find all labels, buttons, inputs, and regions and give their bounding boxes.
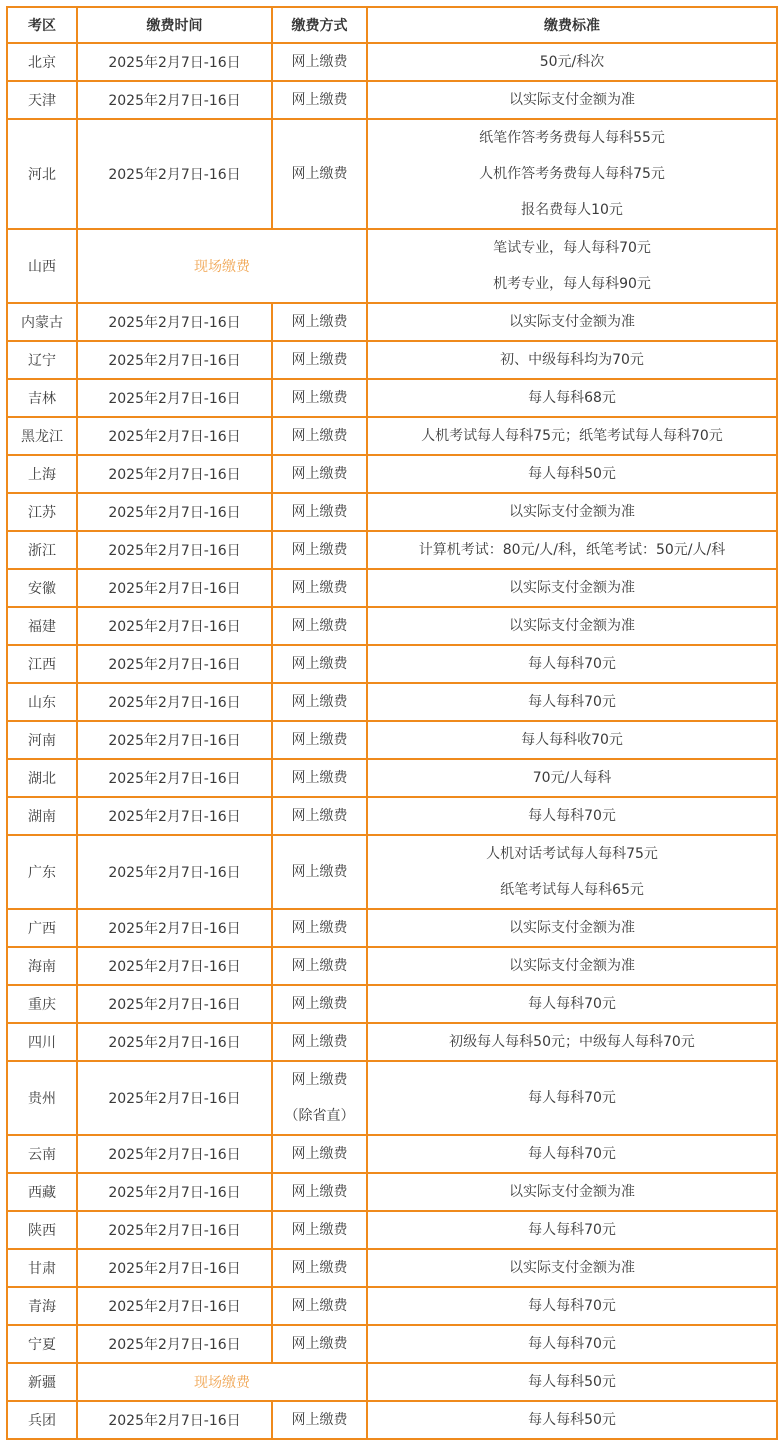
payment-method-line: 网上缴费 bbox=[291, 864, 348, 880]
payment-standard-line: 报名费每人10元 bbox=[521, 202, 623, 218]
payment-method-line: 网上缴费 bbox=[291, 770, 348, 786]
payment-standard-line: 每人每科50元 bbox=[528, 1412, 616, 1428]
payment-method-cell bbox=[272, 759, 367, 797]
payment-standard-cell bbox=[367, 455, 777, 493]
table-row bbox=[7, 1287, 777, 1325]
payment-method-cell bbox=[272, 947, 367, 985]
payment-time-cell: 2025年2月7日-16日 bbox=[77, 947, 272, 985]
table-row bbox=[7, 379, 777, 417]
table-row bbox=[7, 1023, 777, 1061]
payment-method-cell bbox=[272, 1287, 367, 1325]
payment-method-cell bbox=[272, 493, 367, 531]
payment-method-line: 网上缴费 bbox=[291, 732, 348, 748]
region-cell: 云南 bbox=[7, 1135, 77, 1173]
payment-time-cell: 2025年2月7日-16日 bbox=[77, 797, 272, 835]
payment-method-line: 网上缴费 bbox=[291, 352, 348, 368]
region-cell: 山东 bbox=[7, 683, 77, 721]
region-cell: 兵团 bbox=[7, 1401, 77, 1439]
table-row bbox=[7, 947, 777, 985]
payment-standard-cell bbox=[367, 43, 777, 81]
payment-time-cell: 2025年2月7日-16日 bbox=[77, 341, 272, 379]
payment-method-line: 网上缴费 bbox=[291, 1072, 348, 1088]
table-row bbox=[7, 81, 777, 119]
payment-standard-cell bbox=[367, 797, 777, 835]
payment-standard-line: 以实际支付金额为准 bbox=[509, 1260, 635, 1276]
table-row bbox=[7, 119, 777, 229]
payment-standard-cell bbox=[367, 683, 777, 721]
payment-standard-line: 每人每科70元 bbox=[528, 1146, 616, 1162]
payment-method-cell bbox=[272, 1211, 367, 1249]
payment-standard-cell bbox=[367, 759, 777, 797]
payment-standard-line: 以实际支付金额为准 bbox=[509, 958, 635, 974]
payment-standard-cell bbox=[367, 417, 777, 455]
region-cell: 陕西 bbox=[7, 1211, 77, 1249]
region-cell: 内蒙古 bbox=[7, 303, 77, 341]
payment-time-cell: 2025年2月7日-16日 bbox=[77, 379, 272, 417]
payment-method-cell bbox=[272, 797, 367, 835]
payment-standard-cell bbox=[367, 229, 777, 303]
payment-standard-line: 每人每科68元 bbox=[528, 390, 616, 406]
payment-standard-line: 50元/科次 bbox=[539, 54, 605, 70]
payment-method-cell bbox=[272, 379, 367, 417]
payment-time-cell: 2025年2月7日-16日 bbox=[77, 43, 272, 81]
region-cell: 浙江 bbox=[7, 531, 77, 569]
payment-standard-line: 以实际支付金额为准 bbox=[509, 314, 635, 330]
region-cell: 上海 bbox=[7, 455, 77, 493]
payment-method-line: 网上缴费 bbox=[291, 314, 348, 330]
payment-time-cell: 2025年2月7日-16日 bbox=[77, 417, 272, 455]
payment-time-cell: 2025年2月7日-16日 bbox=[77, 1401, 272, 1439]
table-row bbox=[7, 303, 777, 341]
payment-standard-line: 人机考试每人每科75元；纸笔考试每人每科70元 bbox=[421, 428, 723, 444]
payment-standard-line: 每人每科70元 bbox=[528, 694, 616, 710]
table-row bbox=[7, 1135, 777, 1173]
region-cell: 河北 bbox=[7, 119, 77, 229]
payment-method-line: 网上缴费 bbox=[291, 390, 348, 406]
payment-standard-cell bbox=[367, 1249, 777, 1287]
payment-method-line: （除省直） bbox=[284, 1108, 355, 1124]
table-row bbox=[7, 531, 777, 569]
region-cell: 四川 bbox=[7, 1023, 77, 1061]
payment-method-line: 网上缴费 bbox=[291, 656, 348, 672]
payment-method-line: 网上缴费 bbox=[291, 1298, 348, 1314]
table-row bbox=[7, 759, 777, 797]
region-cell: 辽宁 bbox=[7, 341, 77, 379]
payment-standard-cell bbox=[367, 835, 777, 909]
table-row bbox=[7, 1173, 777, 1211]
payment-method-line: 网上缴费 bbox=[291, 1336, 348, 1352]
payment-time-cell: 2025年2月7日-16日 bbox=[77, 1173, 272, 1211]
table-row bbox=[7, 1211, 777, 1249]
table-row bbox=[7, 1249, 777, 1287]
payment-method-line: 网上缴费 bbox=[291, 428, 348, 444]
region-cell: 海南 bbox=[7, 947, 77, 985]
payment-time-cell: 2025年2月7日-16日 bbox=[77, 1287, 272, 1325]
payment-method-line: 网上缴费 bbox=[291, 958, 348, 974]
payment-standard-line: 纸笔作答考务费每人每科55元 bbox=[479, 130, 665, 146]
payment-method-cell bbox=[272, 1135, 367, 1173]
payment-standard-cell bbox=[367, 303, 777, 341]
payment-method-cell bbox=[272, 1061, 367, 1135]
payment-method-line: 网上缴费 bbox=[291, 504, 348, 520]
payment-standard-cell bbox=[367, 1325, 777, 1363]
payment-method-line: 网上缴费 bbox=[291, 92, 348, 108]
header-payment-standard: 缴费标准 bbox=[367, 7, 777, 43]
region-cell: 青海 bbox=[7, 1287, 77, 1325]
table-row bbox=[7, 229, 777, 303]
payment-standard-cell bbox=[367, 1363, 777, 1401]
payment-standard-line: 人机对话考试每人每科75元 bbox=[486, 846, 658, 862]
payment-standard-cell bbox=[367, 1023, 777, 1061]
payment-standard-cell bbox=[367, 531, 777, 569]
payment-method-cell bbox=[272, 1249, 367, 1287]
region-cell: 广西 bbox=[7, 909, 77, 947]
payment-method-cell bbox=[272, 683, 367, 721]
payment-standard-cell bbox=[367, 645, 777, 683]
payment-time-cell: 2025年2月7日-16日 bbox=[77, 721, 272, 759]
payment-method-cell bbox=[272, 1401, 367, 1439]
region-cell: 重庆 bbox=[7, 985, 77, 1023]
payment-method-cell bbox=[272, 985, 367, 1023]
region-cell: 北京 bbox=[7, 43, 77, 81]
table-row bbox=[7, 1325, 777, 1363]
payment-standard-line: 以实际支付金额为准 bbox=[509, 92, 635, 108]
payment-standard-line: 以实际支付金额为准 bbox=[509, 580, 635, 596]
payment-method-cell bbox=[272, 341, 367, 379]
region-cell: 吉林 bbox=[7, 379, 77, 417]
table-row bbox=[7, 1363, 777, 1401]
payment-time-cell: 2025年2月7日-16日 bbox=[77, 455, 272, 493]
payment-method-line: 网上缴费 bbox=[291, 1260, 348, 1276]
region-cell: 宁夏 bbox=[7, 1325, 77, 1363]
payment-time-cell: 2025年2月7日-16日 bbox=[77, 119, 272, 229]
table-header-row bbox=[7, 7, 777, 43]
payment-method-cell bbox=[272, 721, 367, 759]
payment-time-cell: 2025年2月7日-16日 bbox=[77, 531, 272, 569]
table-row bbox=[7, 797, 777, 835]
region-cell: 湖南 bbox=[7, 797, 77, 835]
onsite-payment-cell: 现场缴费 bbox=[77, 1363, 367, 1401]
payment-method-line: 网上缴费 bbox=[291, 166, 348, 182]
table-body bbox=[7, 43, 777, 1439]
exam-fee-table bbox=[6, 6, 778, 1440]
payment-method-line: 网上缴费 bbox=[291, 618, 348, 634]
payment-standard-cell bbox=[367, 493, 777, 531]
region-cell: 山西 bbox=[7, 229, 77, 303]
payment-method-line: 网上缴费 bbox=[291, 1034, 348, 1050]
payment-standard-line: 70元/人每科 bbox=[532, 770, 612, 786]
payment-standard-line: 每人每科70元 bbox=[528, 1090, 616, 1106]
payment-method-line: 网上缴费 bbox=[291, 580, 348, 596]
payment-method-line: 网上缴费 bbox=[291, 920, 348, 936]
region-cell: 新疆 bbox=[7, 1363, 77, 1401]
payment-time-cell: 2025年2月7日-16日 bbox=[77, 1061, 272, 1135]
table-row bbox=[7, 341, 777, 379]
table-row bbox=[7, 607, 777, 645]
payment-method-line: 网上缴费 bbox=[291, 694, 348, 710]
payment-method-cell bbox=[272, 417, 367, 455]
payment-method-cell bbox=[272, 1023, 367, 1061]
payment-method-cell bbox=[272, 1325, 367, 1363]
region-cell: 广东 bbox=[7, 835, 77, 909]
region-cell: 安徽 bbox=[7, 569, 77, 607]
payment-standard-line: 每人每科50元 bbox=[528, 466, 616, 482]
payment-standard-line: 初级每人每科50元；中级每人每科70元 bbox=[449, 1034, 695, 1050]
payment-time-cell: 2025年2月7日-16日 bbox=[77, 835, 272, 909]
payment-method-line: 网上缴费 bbox=[291, 466, 348, 482]
onsite-payment-cell: 现场缴费 bbox=[77, 229, 367, 303]
payment-standard-cell bbox=[367, 985, 777, 1023]
payment-standard-line: 每人每科70元 bbox=[528, 1222, 616, 1238]
payment-time-cell: 2025年2月7日-16日 bbox=[77, 759, 272, 797]
payment-time-cell: 2025年2月7日-16日 bbox=[77, 1023, 272, 1061]
table-row bbox=[7, 683, 777, 721]
payment-standard-line: 以实际支付金额为准 bbox=[509, 618, 635, 634]
table-row bbox=[7, 721, 777, 759]
payment-method-line: 网上缴费 bbox=[291, 54, 348, 70]
payment-standard-cell bbox=[367, 1061, 777, 1135]
payment-method-line: 网上缴费 bbox=[291, 1412, 348, 1428]
payment-time-cell: 2025年2月7日-16日 bbox=[77, 1211, 272, 1249]
payment-method-cell bbox=[272, 303, 367, 341]
payment-standard-cell bbox=[367, 1135, 777, 1173]
payment-time-cell: 2025年2月7日-16日 bbox=[77, 81, 272, 119]
region-cell: 天津 bbox=[7, 81, 77, 119]
payment-method-line: 网上缴费 bbox=[291, 1222, 348, 1238]
payment-standard-cell bbox=[367, 119, 777, 229]
payment-time-cell: 2025年2月7日-16日 bbox=[77, 607, 272, 645]
payment-standard-cell bbox=[367, 1211, 777, 1249]
table-row bbox=[7, 1061, 777, 1135]
region-cell: 湖北 bbox=[7, 759, 77, 797]
payment-time-cell: 2025年2月7日-16日 bbox=[77, 645, 272, 683]
payment-standard-cell bbox=[367, 81, 777, 119]
payment-standard-cell bbox=[367, 379, 777, 417]
region-cell: 江苏 bbox=[7, 493, 77, 531]
payment-standard-line: 人机作答考务费每人每科75元 bbox=[479, 166, 665, 182]
header-region: 考区 bbox=[7, 7, 77, 43]
payment-standard-line: 机考专业，每人每科90元 bbox=[493, 276, 651, 292]
payment-method-cell bbox=[272, 909, 367, 947]
payment-standard-cell bbox=[367, 341, 777, 379]
table-row bbox=[7, 835, 777, 909]
region-cell: 江西 bbox=[7, 645, 77, 683]
region-cell: 福建 bbox=[7, 607, 77, 645]
payment-standard-line: 以实际支付金额为准 bbox=[509, 1184, 635, 1200]
payment-standard-line: 纸笔考试每人每科65元 bbox=[500, 882, 644, 898]
payment-time-cell: 2025年2月7日-16日 bbox=[77, 1135, 272, 1173]
payment-standard-line: 每人每科70元 bbox=[528, 656, 616, 672]
region-cell: 河南 bbox=[7, 721, 77, 759]
payment-standard-line: 每人每科70元 bbox=[528, 808, 616, 824]
header-payment-method: 缴费方式 bbox=[272, 7, 367, 43]
payment-standard-line: 笔试专业，每人每科70元 bbox=[493, 240, 651, 256]
payment-standard-line: 以实际支付金额为准 bbox=[509, 920, 635, 936]
payment-standard-cell bbox=[367, 607, 777, 645]
payment-standard-cell bbox=[367, 1287, 777, 1325]
payment-method-line: 网上缴费 bbox=[291, 996, 348, 1012]
payment-time-cell: 2025年2月7日-16日 bbox=[77, 1325, 272, 1363]
payment-time-cell: 2025年2月7日-16日 bbox=[77, 683, 272, 721]
payment-method-cell bbox=[272, 81, 367, 119]
payment-time-cell: 2025年2月7日-16日 bbox=[77, 1249, 272, 1287]
payment-method-cell bbox=[272, 1173, 367, 1211]
table-row bbox=[7, 645, 777, 683]
table-row bbox=[7, 417, 777, 455]
payment-method-cell bbox=[272, 645, 367, 683]
payment-standard-line: 计算机考试：80元/人/科，纸笔考试：50元/人/科 bbox=[418, 542, 726, 558]
payment-method-line: 网上缴费 bbox=[291, 1184, 348, 1200]
payment-standard-cell bbox=[367, 909, 777, 947]
table-row bbox=[7, 1401, 777, 1439]
table-row bbox=[7, 493, 777, 531]
payment-time-cell: 2025年2月7日-16日 bbox=[77, 493, 272, 531]
fee-table-container bbox=[6, 6, 776, 1440]
payment-standard-cell bbox=[367, 1401, 777, 1439]
table-row bbox=[7, 909, 777, 947]
payment-time-cell: 2025年2月7日-16日 bbox=[77, 303, 272, 341]
payment-method-line: 网上缴费 bbox=[291, 808, 348, 824]
payment-method-cell bbox=[272, 531, 367, 569]
payment-method-cell bbox=[272, 455, 367, 493]
table-row bbox=[7, 985, 777, 1023]
payment-method-cell bbox=[272, 835, 367, 909]
payment-method-cell bbox=[272, 607, 367, 645]
payment-standard-line: 每人每科70元 bbox=[528, 1336, 616, 1352]
payment-method-cell bbox=[272, 569, 367, 607]
payment-standard-line: 初、中级每科均为70元 bbox=[500, 352, 644, 368]
region-cell: 黑龙江 bbox=[7, 417, 77, 455]
payment-standard-cell bbox=[367, 1173, 777, 1211]
payment-method-cell bbox=[272, 43, 367, 81]
payment-standard-line: 每人每科收70元 bbox=[521, 732, 623, 748]
payment-standard-line: 每人每科50元 bbox=[528, 1374, 616, 1390]
region-cell: 贵州 bbox=[7, 1061, 77, 1135]
region-cell: 西藏 bbox=[7, 1173, 77, 1211]
table-row bbox=[7, 569, 777, 607]
payment-standard-cell bbox=[367, 947, 777, 985]
payment-method-cell bbox=[272, 119, 367, 229]
table-row bbox=[7, 455, 777, 493]
payment-standard-line: 每人每科70元 bbox=[528, 1298, 616, 1314]
payment-standard-line: 以实际支付金额为准 bbox=[509, 504, 635, 520]
region-cell: 甘肃 bbox=[7, 1249, 77, 1287]
payment-time-cell: 2025年2月7日-16日 bbox=[77, 985, 272, 1023]
payment-standard-cell bbox=[367, 569, 777, 607]
payment-method-line: 网上缴费 bbox=[291, 542, 348, 558]
header-payment-time: 缴费时间 bbox=[77, 7, 272, 43]
payment-standard-line: 每人每科70元 bbox=[528, 996, 616, 1012]
payment-time-cell: 2025年2月7日-16日 bbox=[77, 909, 272, 947]
payment-standard-cell bbox=[367, 721, 777, 759]
payment-method-line: 网上缴费 bbox=[291, 1146, 348, 1162]
table-row bbox=[7, 43, 777, 81]
payment-time-cell: 2025年2月7日-16日 bbox=[77, 569, 272, 607]
